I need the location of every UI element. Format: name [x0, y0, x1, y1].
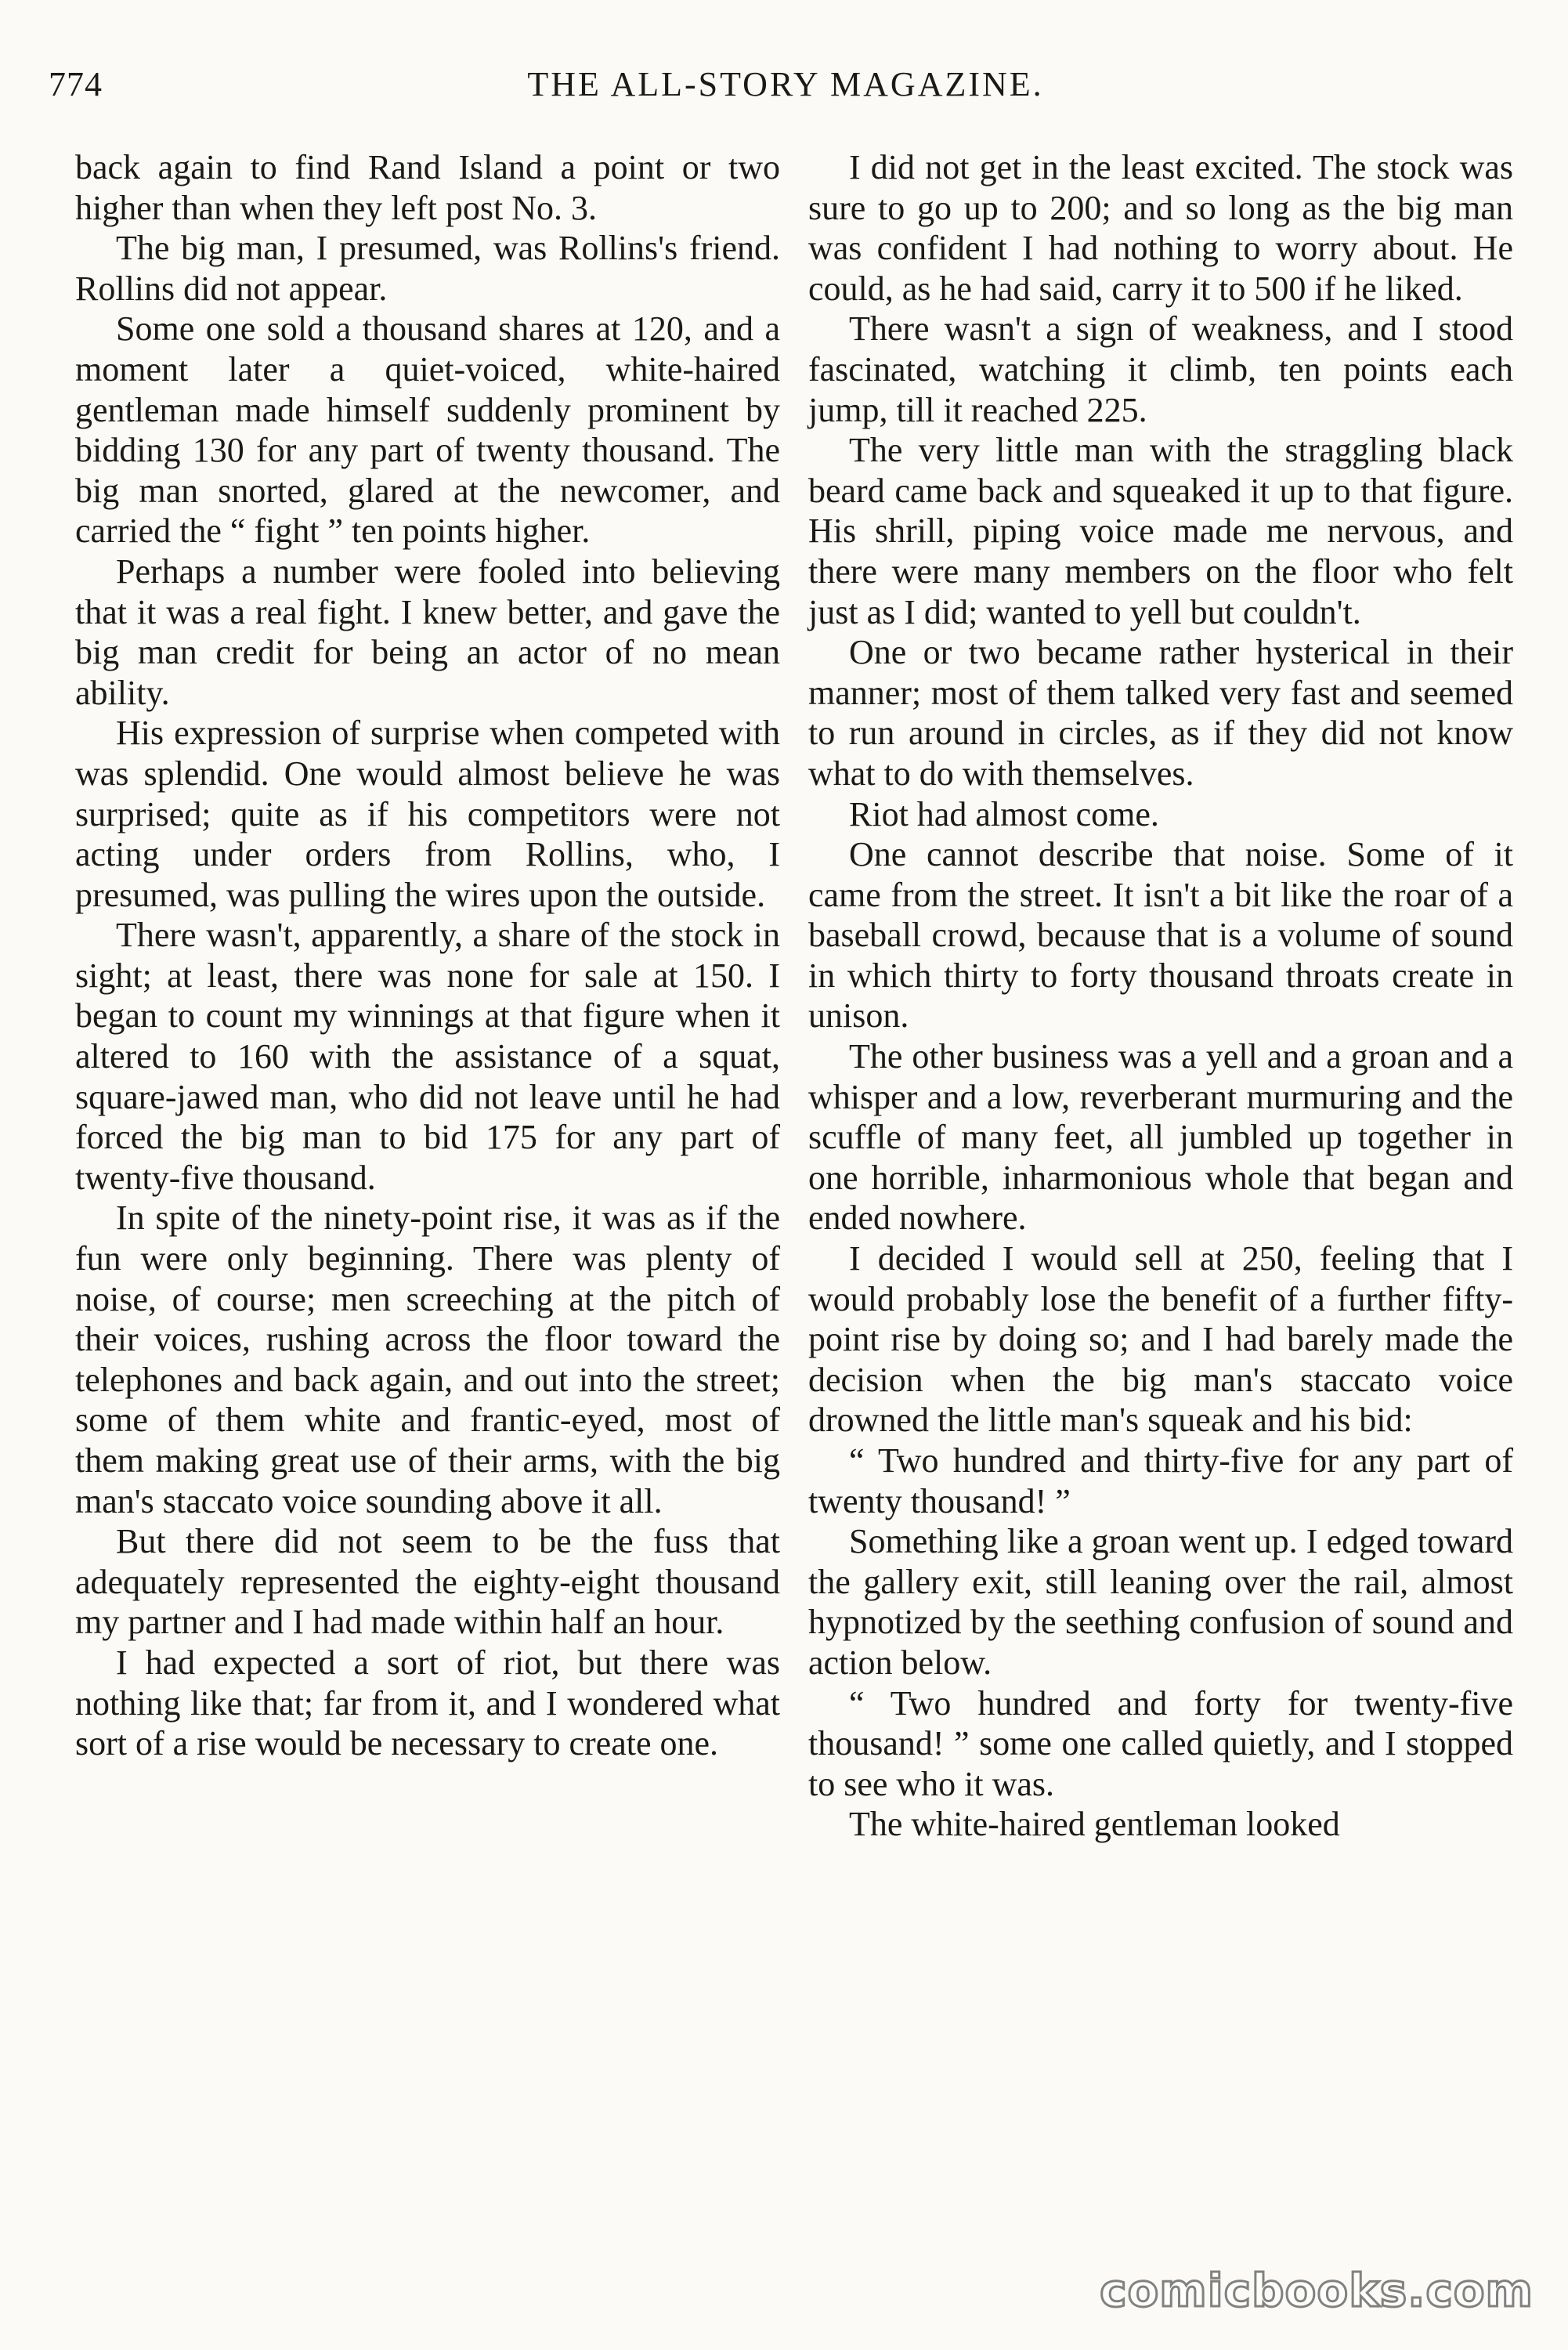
paragraph: The white-haired gentleman looked — [849, 1805, 1340, 1844]
paragraph: In spite of the ninety-point rise, it was as if the fun were only beginning. There was plenty of noise, of course; men screeching at the pitch of their voices, rushing across the floor toward the telephones and back again, and out into the street; some of them white and frantic-eyed, most of them making great use of their arms, with the big man's staccato voice sounding above it all. — [75, 1198, 780, 1520]
page-header — [49, 64, 1523, 111]
paragraph: Some one sold a thousand shares at 120, and a moment later a quiet-voiced, white-haired gentleman made himself suddenly prominent by bidding 130 for any part of twenty thousand. The big man snorted, glared at the newcomer, and carried the “ fight ” ten points higher. — [75, 309, 780, 551]
paragraph: One cannot describe that noise. Some of it came from the street. It isn't a bit like the roar of a baseball crowd, because that is a volume of sound in which thirty to forty thousand throats create in unison. — [808, 835, 1513, 1036]
paragraph: There wasn't a sign of weakness, and I stood fascinated, watching it climb, ten points each jump, till it reached 225. — [808, 309, 1513, 429]
paragraph: The other business was a yell and a groan and a whisper and a low, reverberant murmuring and the scuffle of many feet, all jumbled up together in one horrible, inharmonious whole that began and ended nowhere. — [808, 1037, 1513, 1238]
paragraph: Riot had almost come. — [849, 794, 1159, 833]
watermark-logo: comicbooks.com — [1100, 2264, 1534, 2317]
paragraph: “ Two hundred and forty for twenty-five thousand! ” some one called quietly, and I stopped to see who it was. — [808, 1683, 1513, 1803]
paragraph: The big man, I presumed, was Rollins's friend. Rollins did not appear. — [75, 229, 780, 308]
paragraph: Something like a groan went up. I edged toward the gallery exit, still leaning over the rail, almost hypnotized by the seething confusion of sound and action below. — [808, 1522, 1513, 1682]
running-title: THE ALL-STORY MAGAZINE. — [527, 65, 1044, 103]
paragraph: One or two became rather hysterical in their manner; most of them talked very fast and seemed to run around in circles, as if they did not know what to do with themselves. — [808, 633, 1513, 793]
paragraph: But there did not seem to be the fuss that adequately represented the eighty-eight thousand my partner and I had made within half an hour. — [75, 1522, 780, 1642]
paragraph: His expression of surprise when competed with was splendid. One would almost believe he was surprised; quite as if his competitors were not acting under orders from Rollins, who, I presumed, was pulling the wires upon the outside. — [75, 714, 780, 914]
left-column — [75, 147, 780, 1764]
paragraph: Perhaps a number were fooled into believing that it was a real fight. I knew better, and gave the big man credit for being an actor of no mean ability. — [75, 551, 780, 712]
right-column — [808, 147, 1513, 1845]
paragraph: I decided I would sell at 250, feeling that I would probably lose the benefit of a further fifty-point rise by doing so; and I had barely made the decision when the big man's staccato voice drowned the little man's squeak and his bid: — [808, 1239, 1513, 1440]
paragraph: “ Two hundred and thirty-five for any part of twenty thousand! ” — [808, 1441, 1513, 1520]
page-number: 774 — [49, 65, 103, 103]
paragraph: The very little man with the straggling black beard came back and squeaked it up to that figure. His shrill, piping voice made me nervous, and there were many members on the floor who felt just as I did; wanted to yell but couldn't. — [808, 431, 1513, 631]
paragraph: back again to find Rand Island a point or two higher than when they left post No. 3. — [75, 148, 780, 227]
paragraph: There wasn't, apparently, a share of the stock in sight; at least, there was none for sale at 150. I began to count my winnings at that figure when it altered to 160 with the assistance of a squat, square-jawed man, who did not leave until he had forced the big man to bid 175 for any part of twenty-five thousand. — [75, 916, 780, 1197]
paragraph: I had expected a sort of riot, but there was nothing like that; far from it, and I wondered what sort of a rise would be necessary to create one. — [75, 1643, 780, 1763]
paragraph: I did not get in the least excited. The stock was sure to go up to 200; and so long as the big man was confident I had nothing to worry about. He could, as he had said, carry it to 500 if he liked. — [808, 148, 1513, 308]
